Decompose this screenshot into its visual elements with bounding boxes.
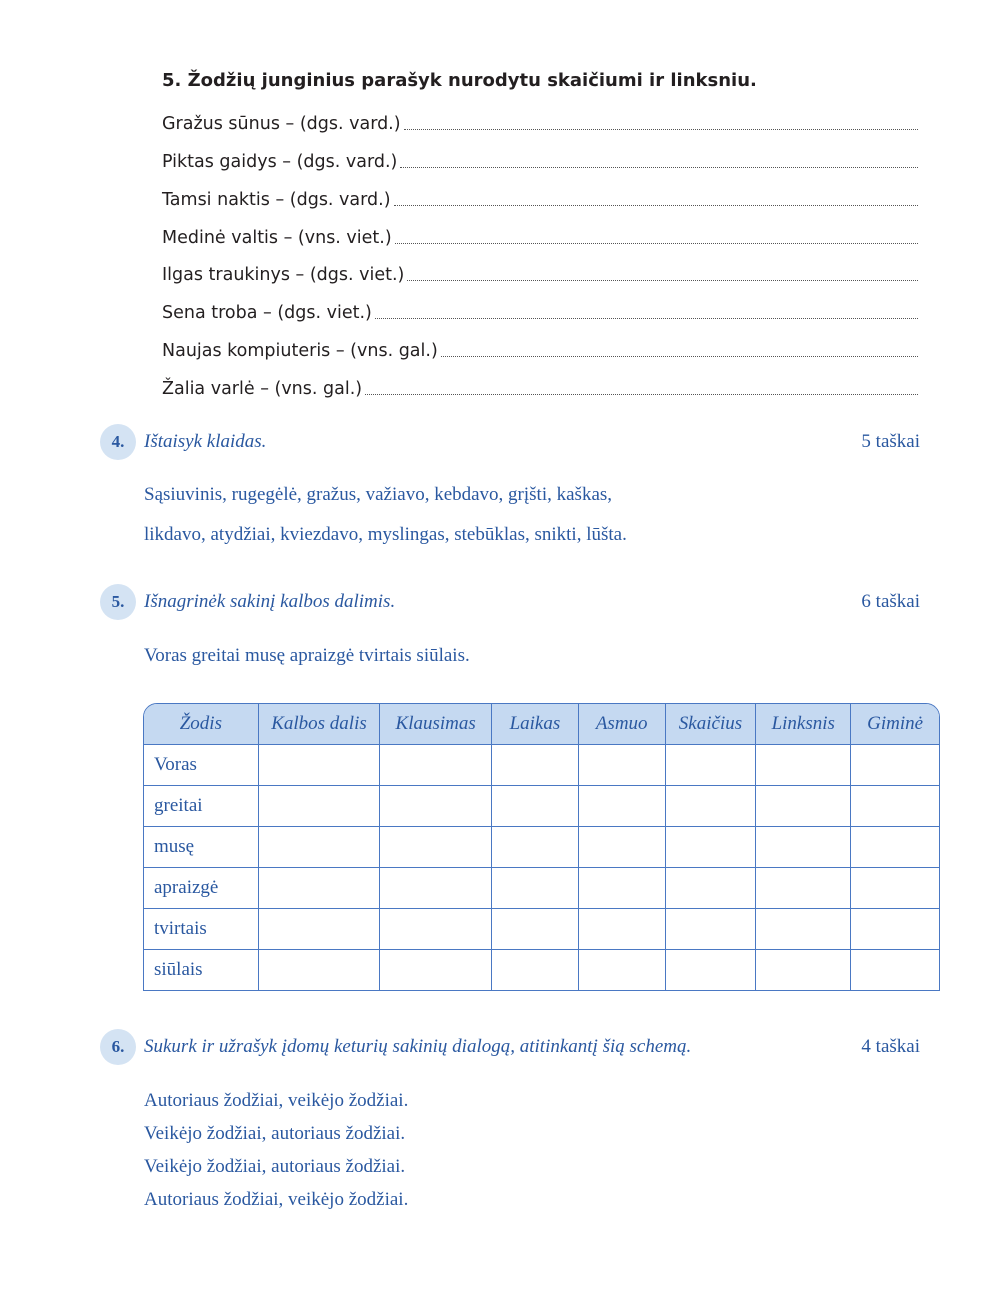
answer-dotted-line[interactable] bbox=[400, 167, 918, 168]
answer-cell[interactable] bbox=[492, 827, 579, 868]
task6-scheme-line-2: Veikėjo žodžiai, autoriaus žodžiai. bbox=[144, 1123, 406, 1144]
phrase-label: Piktas gaidys – (dgs. vard.) bbox=[162, 152, 398, 172]
answer-cell[interactable] bbox=[492, 909, 579, 950]
phrase-label: Tamsi naktis – (dgs. vard.) bbox=[162, 190, 391, 210]
phrase-line-4[interactable] bbox=[162, 220, 918, 248]
answer-cell[interactable] bbox=[666, 786, 757, 827]
answer-cell[interactable] bbox=[380, 868, 492, 909]
task4-text-line-1: Sąsiuvinis, rugegėlė, gražus, važiavo, kebdavo, grįšti, kaškas, bbox=[144, 484, 613, 505]
task-number-badge: 6. bbox=[100, 1029, 136, 1065]
answer-cell[interactable] bbox=[579, 950, 666, 990]
table-header-row bbox=[144, 704, 939, 745]
phrase-line-2[interactable] bbox=[162, 144, 918, 172]
header-zodis: Žodis bbox=[144, 704, 259, 745]
table-row bbox=[144, 745, 939, 786]
answer-cell[interactable] bbox=[579, 827, 666, 868]
answer-cell[interactable] bbox=[756, 950, 851, 990]
answer-dotted-line[interactable] bbox=[407, 280, 918, 281]
answer-cell[interactable] bbox=[756, 745, 851, 786]
header-linksnis: Linksnis bbox=[756, 704, 851, 745]
answer-dotted-line[interactable] bbox=[395, 243, 918, 244]
answer-cell[interactable] bbox=[492, 868, 579, 909]
parsing-table bbox=[143, 703, 940, 991]
answer-cell[interactable] bbox=[492, 950, 579, 990]
answer-cell[interactable] bbox=[851, 950, 939, 990]
task-number-badge: 4. bbox=[100, 424, 136, 460]
header-skaicius: Skaičius bbox=[666, 704, 757, 745]
table-row bbox=[144, 786, 939, 827]
table-row bbox=[144, 827, 939, 868]
task-title: Sukurk ir užrašyk įdomų keturių sakinių dialogą, atitinkantį šią schemą. bbox=[144, 1036, 692, 1057]
word-cell: musę bbox=[144, 827, 259, 868]
answer-cell[interactable] bbox=[579, 909, 666, 950]
answer-cell[interactable] bbox=[259, 868, 381, 909]
answer-cell[interactable] bbox=[756, 786, 851, 827]
task-points: 4 taškai bbox=[861, 1036, 920, 1057]
answer-dotted-line[interactable] bbox=[404, 129, 918, 130]
answer-cell[interactable] bbox=[259, 909, 381, 950]
table-row bbox=[144, 950, 939, 990]
word-cell: tvirtais bbox=[144, 909, 259, 950]
answer-cell[interactable] bbox=[259, 786, 381, 827]
answer-cell[interactable] bbox=[259, 745, 381, 786]
table-row bbox=[144, 868, 939, 909]
answer-cell[interactable] bbox=[851, 827, 939, 868]
phrase-label: Medinė valtis – (vns. viet.) bbox=[162, 228, 392, 248]
phrase-label: Ilgas traukinys – (dgs. viet.) bbox=[162, 265, 405, 285]
phrase-label: Gražus sūnus – (dgs. vard.) bbox=[162, 114, 401, 134]
task5-header bbox=[100, 584, 920, 620]
answer-cell[interactable] bbox=[666, 827, 757, 868]
answer-cell[interactable] bbox=[666, 745, 757, 786]
header-klausimas: Klausimas bbox=[380, 704, 492, 745]
answer-cell[interactable] bbox=[579, 786, 666, 827]
header-asmuo: Asmuo bbox=[579, 704, 666, 745]
answer-cell[interactable] bbox=[851, 786, 939, 827]
answer-cell[interactable] bbox=[579, 868, 666, 909]
answer-cell[interactable] bbox=[666, 950, 757, 990]
task-points: 5 taškai bbox=[861, 431, 920, 452]
task-title: Išnagrinėk sakinį kalbos dalimis. bbox=[144, 591, 396, 612]
task6-header bbox=[100, 1029, 920, 1065]
phrase-line-7[interactable] bbox=[162, 333, 918, 361]
task6-scheme-line-4: Autoriaus žodžiai, veikėjo žodžiai. bbox=[144, 1189, 409, 1210]
phrase-line-8[interactable] bbox=[162, 371, 918, 399]
header-kalbos-dalis: Kalbos dalis bbox=[259, 704, 381, 745]
answer-cell[interactable] bbox=[756, 909, 851, 950]
answer-dotted-line[interactable] bbox=[375, 318, 918, 319]
answer-dotted-line[interactable] bbox=[394, 205, 918, 206]
answer-cell[interactable] bbox=[492, 745, 579, 786]
phrase-line-1[interactable] bbox=[162, 106, 918, 134]
task6-scheme-line-1: Autoriaus žodžiai, veikėjo žodžiai. bbox=[144, 1090, 409, 1111]
word-cell: siūlais bbox=[144, 950, 259, 990]
answer-cell[interactable] bbox=[851, 868, 939, 909]
section5-title: 5. Žodžių junginius parašyk nurodytu skaičiumi ir linksniu. bbox=[162, 70, 757, 91]
phrase-line-5[interactable] bbox=[162, 257, 918, 285]
phrase-label: Žalia varlė – (vns. gal.) bbox=[162, 379, 363, 399]
header-laikas: Laikas bbox=[492, 704, 579, 745]
answer-cell[interactable] bbox=[666, 868, 757, 909]
answer-cell[interactable] bbox=[259, 950, 381, 990]
phrase-line-3[interactable] bbox=[162, 182, 918, 210]
answer-cell[interactable] bbox=[579, 745, 666, 786]
answer-cell[interactable] bbox=[380, 745, 492, 786]
task4-header bbox=[100, 424, 920, 460]
answer-cell[interactable] bbox=[380, 909, 492, 950]
word-cell: greitai bbox=[144, 786, 259, 827]
answer-cell[interactable] bbox=[756, 827, 851, 868]
table-row bbox=[144, 909, 939, 950]
phrase-label: Sena troba – (dgs. viet.) bbox=[162, 303, 372, 323]
task-number-badge: 5. bbox=[100, 584, 136, 620]
answer-cell[interactable] bbox=[756, 868, 851, 909]
phrase-line-6[interactable] bbox=[162, 295, 918, 323]
answer-cell[interactable] bbox=[851, 745, 939, 786]
word-cell: Voras bbox=[144, 745, 259, 786]
task4-text-line-2: likdavo, atydžiai, kviezdavo, myslingas, stebūklas, snikti, lūšta. bbox=[144, 524, 627, 545]
answer-dotted-line[interactable] bbox=[365, 394, 918, 395]
answer-cell[interactable] bbox=[380, 950, 492, 990]
answer-cell[interactable] bbox=[666, 909, 757, 950]
answer-cell[interactable] bbox=[851, 909, 939, 950]
answer-cell[interactable] bbox=[380, 786, 492, 827]
answer-cell[interactable] bbox=[380, 827, 492, 868]
phrase-label: Naujas kompiuteris – (vns. gal.) bbox=[162, 341, 438, 361]
task-title: Ištaisyk klaidas. bbox=[144, 431, 267, 452]
task6-scheme-line-3: Veikėjo žodžiai, autoriaus žodžiai. bbox=[144, 1156, 406, 1177]
task-points: 6 taškai bbox=[861, 591, 920, 612]
task5-sentence: Voras greitai musę apraizgė tvirtais siūlais. bbox=[144, 645, 470, 666]
header-gimine: Giminė bbox=[851, 704, 939, 745]
answer-cell[interactable] bbox=[492, 786, 579, 827]
answer-dotted-line[interactable] bbox=[441, 356, 918, 357]
answer-cell[interactable] bbox=[259, 827, 381, 868]
word-cell: apraizgė bbox=[144, 868, 259, 909]
